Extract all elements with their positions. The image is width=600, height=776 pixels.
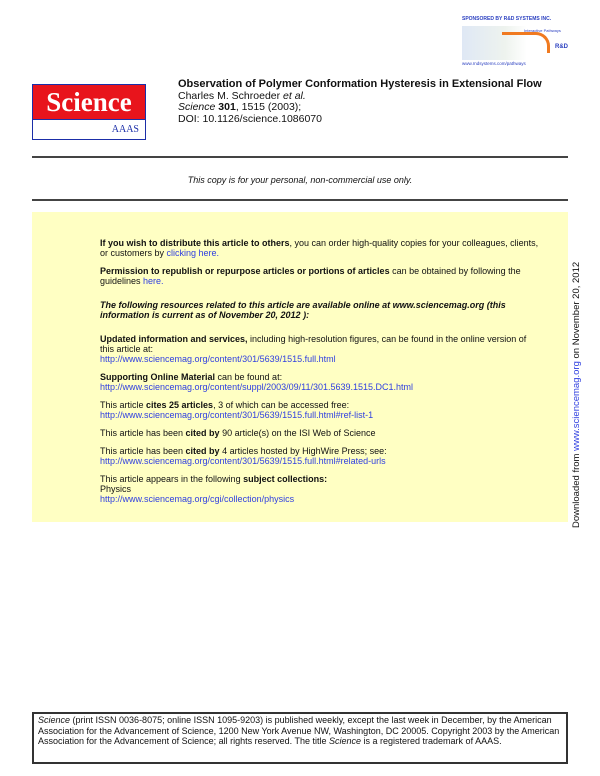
cited-isi-text: 90 article(s) on the ISI Web of Science — [219, 428, 376, 438]
ref-list-link[interactable]: http://www.sciencemag.org/content/301/5639/1515.full.html#ref-list-1 — [100, 410, 374, 420]
footer-text: is a registered trademark of AAAS. — [361, 736, 502, 746]
doi: DOI: 10.1126/science.1086070 — [178, 112, 322, 125]
updated-text: including high-resolution figures, can be found in the online version of this article at: — [100, 334, 527, 354]
resources-heading: The following resources related to this article are available online at www.sciencemag.org (this information is current as of November 20, 2012 ): — [100, 300, 506, 320]
cited-isi-bold: cited by — [185, 428, 220, 438]
pathways-graphic — [462, 26, 570, 60]
personal-use-notice: This copy is for your personal, non-commercial use only. — [187, 175, 413, 185]
footer-journal: Science — [38, 715, 71, 725]
permission-heading: Permission to republish or repurpose articles or portions of articles — [100, 266, 390, 276]
footer-journal: Science — [328, 736, 362, 746]
pages-year: , 1515 (2003); — [235, 101, 302, 113]
som-text: can be found at: — [215, 372, 283, 382]
sponsor-graphic-text: Interactive Pathways — [524, 28, 561, 33]
collection-link[interactable]: http://www.sciencemag.org/cgi/collection/physics — [100, 494, 295, 504]
et-al: et al. — [283, 89, 306, 102]
cited-hw-pre: This article has been — [100, 446, 186, 456]
science-logo — [32, 84, 146, 140]
subject-bold: subject collections: — [243, 474, 328, 484]
sciencemag-link[interactable]: www.sciencemag.org — [571, 361, 582, 451]
copyright-footer — [32, 712, 568, 764]
related-urls-link[interactable]: http://www.sciencemag.org/content/301/5639/1515.full.html#related-urls — [100, 456, 386, 466]
divider — [32, 156, 568, 158]
permissions-link[interactable]: here. — [143, 276, 164, 286]
sponsor-label: SPONSORED BY R&D SYSTEMS INC. — [462, 16, 552, 22]
full-text-link[interactable]: http://www.sciencemag.org/content/301/5639/1515.full.html — [100, 354, 336, 364]
distribute-heading: If you wish to distribute this article to others — [100, 238, 290, 248]
cited-hw-text: 4 articles hosted by HighWire Press; see: — [219, 446, 387, 456]
footer-text: (print ISSN 0036-8075; online ISSN 1095-9203) is published weekly, except the last week in December, by the American Association for the Advancement of Science, 1200 New York Avenue NW, Washington, DC 20005. Copyright 2003 by the American Association for the Advancement of Science; all rights reserved. The title — [38, 715, 560, 746]
article-header — [178, 79, 542, 125]
subject-name: Physics — [100, 484, 132, 494]
permission-text: can be obtained by following the guidelines — [100, 266, 521, 286]
divider — [32, 199, 568, 201]
article-title: Observation of Polymer Conformation Hysteresis in Extensional Flow — [178, 78, 542, 90]
cites-bold: cites 25 articles — [146, 400, 214, 410]
logo-aaas: AAAS — [111, 124, 139, 135]
info-content — [100, 238, 540, 512]
subject-pre: This article appears in the following — [100, 474, 244, 484]
authors: Charles M. Schroeder — [178, 89, 281, 102]
cites-text: , 3 of which can be accessed free: — [213, 400, 350, 410]
sponsor-ad[interactable] — [462, 16, 570, 72]
arrow-graphic — [502, 32, 550, 53]
sponsor-url[interactable]: www.rndsystems.com/pathways — [462, 61, 526, 66]
reprints-link[interactable]: clicking here. — [166, 248, 220, 258]
cited-hw-bold: cited by — [185, 446, 220, 456]
som-heading: Supporting Online Material — [100, 372, 216, 382]
updated-heading: Updated information and services, — [100, 334, 248, 344]
cited-isi-pre: This article has been — [100, 428, 186, 438]
volume: 301 — [218, 101, 236, 113]
logo-science: Science — [33, 85, 145, 120]
sponsor-brand: R&D — [555, 44, 568, 50]
distribute-text: , you can order high-quality copies for your colleagues, clients, or customers by — [100, 238, 539, 258]
cites-pre: This article — [100, 400, 147, 410]
som-link[interactable]: http://www.sciencemag.org/content/suppl/2003/09/11/301.5639.1515.DC1.html — [100, 382, 414, 392]
download-pre: Downloaded from — [571, 450, 582, 528]
download-date: on November 20, 2012 — [571, 261, 582, 362]
download-notice — [571, 262, 582, 528]
journal: Science — [178, 101, 216, 113]
